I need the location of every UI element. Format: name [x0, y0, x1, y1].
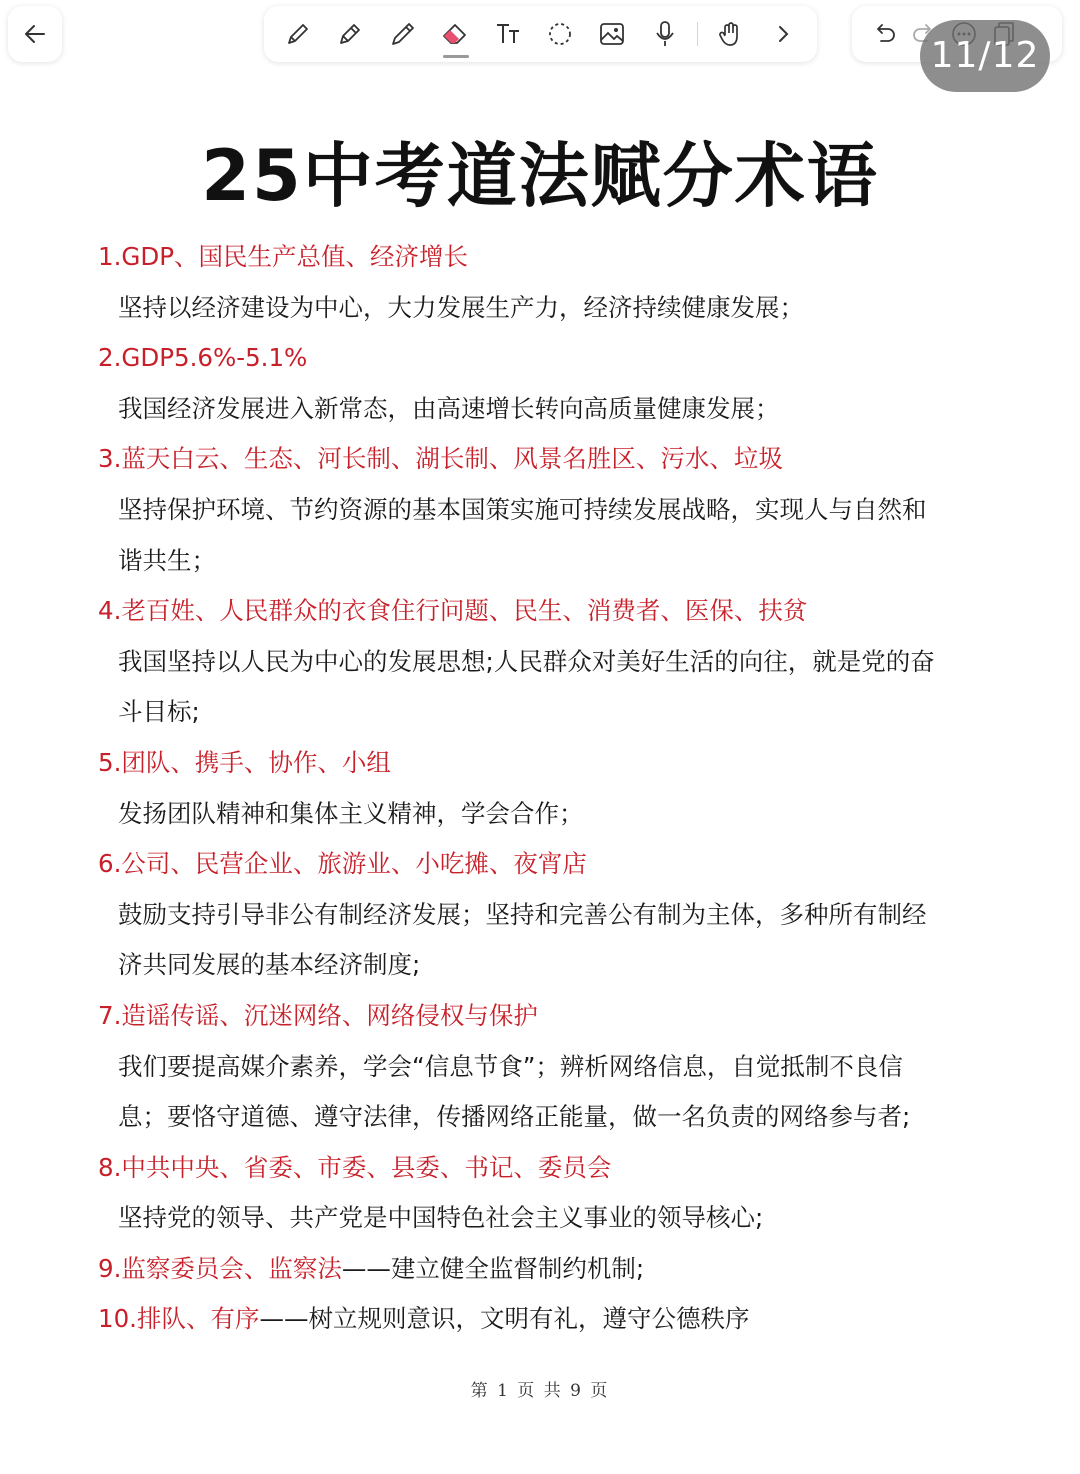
page-indicator: 11/12	[920, 20, 1050, 92]
top-toolbar	[0, 0, 1080, 76]
item-answer: ——建立健全监督制约机制;	[341, 1253, 645, 1283]
text-icon[interactable]	[488, 14, 528, 54]
item-answer: 我国坚持以人民为中心的发展思想;人民群众对美好生活的向往，就是党的奋	[118, 646, 935, 676]
item-heading: 4.老百姓、人民群众的衣食住行问题、民生、消费者、医保、扶贫	[98, 596, 808, 626]
pen-icon[interactable]	[278, 14, 318, 54]
item-answer: ——树立规则意识，文明有礼，遵守公德秩序	[259, 1304, 750, 1334]
arrow-left-icon	[22, 21, 48, 47]
undo-icon[interactable]	[864, 14, 904, 54]
item-answer: 坚持保护环境、节约资源的基本国策实施可持续发展战略，实现人与自然和	[118, 494, 927, 524]
marker-icon[interactable]	[383, 14, 423, 54]
lasso-icon[interactable]	[540, 14, 580, 54]
microphone-icon[interactable]	[645, 14, 685, 54]
document-title: 25中考道法赋分术语	[201, 135, 879, 217]
item-answer: 发扬团队精神和集体主义精神，学会合作；	[118, 798, 584, 828]
item-answer: 我国经济发展进入新常态，由高速增长转向高质量健康发展；	[118, 393, 780, 423]
item-heading: 3.蓝天白云、生态、河长制、湖长制、风景名胜区、污水、垃圾	[98, 444, 783, 474]
item-answer: 鼓励支持引导非公有制经济发展；坚持和完善公有制为主体，多种所有制经	[118, 899, 927, 929]
item-inline	[98, 1244, 998, 1295]
toolbar-divider	[697, 22, 698, 46]
page-footer: 第 1 页 共 9 页	[470, 1381, 610, 1401]
item-heading: 8.中共中央、省委、市委、县委、书记、委员会	[98, 1152, 612, 1182]
document-body	[98, 232, 998, 1345]
item-heading: 9.监察委员会、监察法	[98, 1253, 342, 1283]
back-button[interactable]	[8, 6, 62, 62]
item-inline	[98, 1294, 998, 1345]
item-heading: 7.造谣传谣、沉迷网络、网络侵权与保护	[98, 1000, 538, 1030]
image-icon[interactable]	[592, 14, 632, 54]
item-answer: 坚持以经济建设为中心，大力发展生产力，经济持续健康发展；	[118, 292, 804, 322]
drawing-tools	[264, 6, 817, 62]
hand-icon[interactable]	[711, 14, 751, 54]
item-answer: 斗目标;	[118, 697, 200, 727]
item-heading: 5.团队、携手、协作、小组	[98, 747, 391, 777]
item-heading: 1.GDP、国民生产总值、经济增长	[98, 242, 468, 271]
item-heading: 2.GDP5.6%-5.1%	[98, 343, 308, 373]
item-answer: 我们要提高媒介素养，学会“信息节食”；辨析网络信息，自觉抵制不良信	[118, 1051, 903, 1081]
highlighter-icon[interactable]	[330, 14, 370, 54]
item-answer: 息；要恪守道德、遵守法律，传播网络正能量，做一名负责的网络参与者;	[118, 1102, 911, 1132]
eraser-icon[interactable]	[435, 14, 475, 54]
item-heading: 10.排队、有序	[98, 1304, 260, 1334]
item-answer: 坚持党的领导、共产党是中国特色社会主义事业的领导核心;	[118, 1203, 764, 1233]
item-heading: 6.公司、民营企业、旅游业、小吃摊、夜宵店	[98, 849, 587, 879]
item-answer: 谐共生；	[118, 545, 216, 575]
item-answer: 济共同发展的基本经济制度;	[118, 950, 421, 980]
chevron-right-icon[interactable]	[763, 14, 803, 54]
